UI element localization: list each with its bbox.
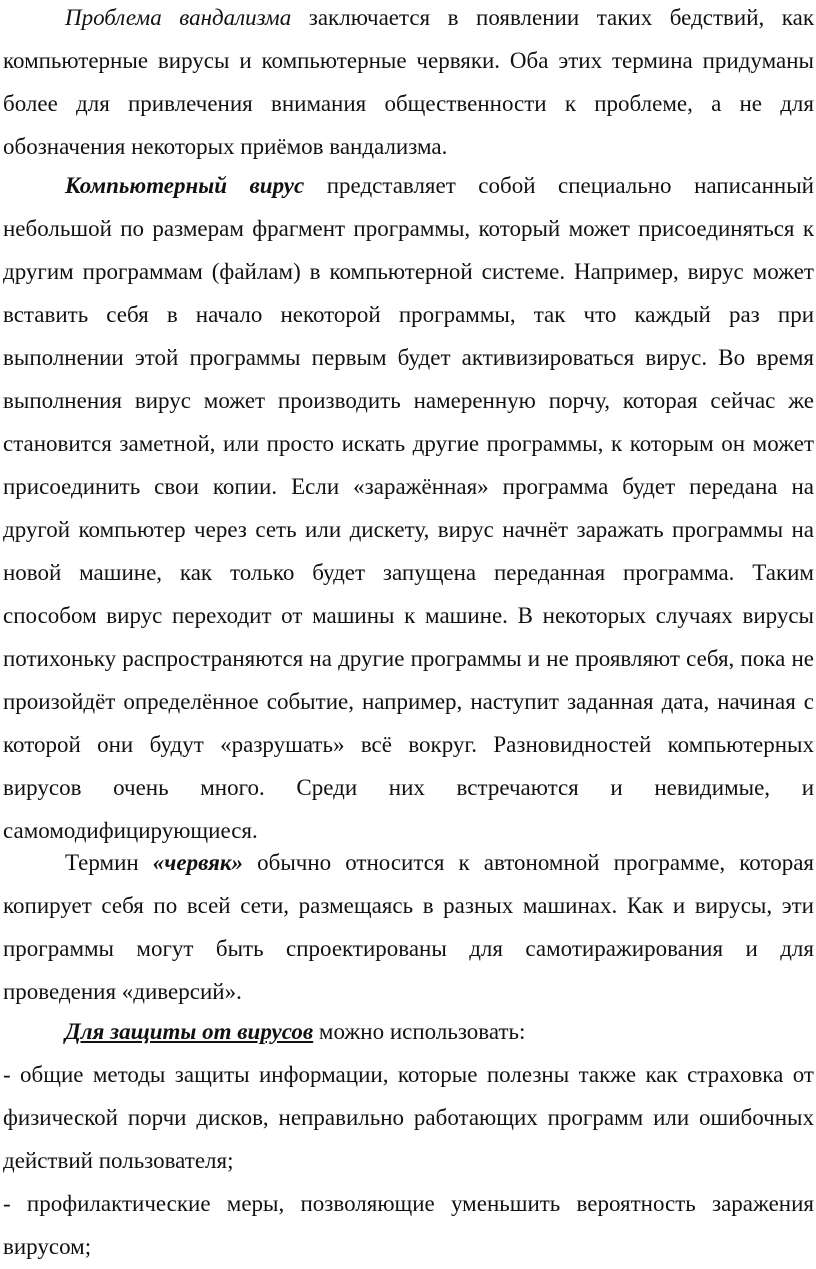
term-worm: «червяк» <box>152 850 244 875</box>
paragraph-computer-virus <box>3 164 814 852</box>
paragraph-protection-intro-text: можно использовать: <box>313 1019 526 1044</box>
list-item-preventive-measures: - профилактические меры, позволяющие уменьшить вероятность заражения вирусом; <box>3 1191 814 1259</box>
paragraph-vandalism <box>3 0 814 168</box>
paragraph-worm-lead: Термин <box>65 850 153 875</box>
term-computer-virus: Компьютерный вирус <box>65 173 305 198</box>
paragraph-computer-virus-text: представляет собой специально написанный небольшой по размерам фрагмент программы, который может присоединяться к другим программам (файлам) в компьютерной системе. Например, вирус может вставить себя в начало некоторой программы, так что каждый раз при выполнении этой программы первым будет активизироваться вирус. Во время выполнения вирус может производить намеренную порчу, которая сейчас же становится заметной, или просто искать другие программы, к которым он может присоединить свои копии. Если «заражённая» программа будет передана на другой компьютер через сеть или дискету, вирус начнёт заражать программы на новой машине, как только будет запущена переданная программа. Таким способом вирус переходит от машины к машине. В некоторых случаях вирусы потихоньку распространяются на другие программы и не проявляют себя, пока не произойдёт определённое событие, например, наступит заданная дата, начиная с которой они будут «разрушать» всё вокруг. Разновидностей компьютерных вирусов очень много. Среди них встречаются и невидимые, и самомодифицирующиеся. <box>3 173 814 843</box>
paragraph-protection-intro <box>3 1010 814 1053</box>
list-item-general-methods: - общие методы защиты информации, которые полезны также как страховка от физической порчи дисков, неправильно работающих программ или ошибочных действий пользователя; <box>3 1062 814 1173</box>
paragraph-worm <box>3 841 814 1013</box>
term-virus-protection: Для защиты от вирусов <box>65 1019 314 1044</box>
paragraph-vandalism-text: заключается в появлении таких бедствий, как компьютерные вирусы и компьютерные червяки. Оба этих термина придуманы более для привлечения внимания общественности к проблеме, а не для обозначения некоторых приёмов вандализма. <box>3 5 814 159</box>
term-vandalism: Проблема вандализма <box>65 5 292 30</box>
paragraph-worm-text: обычно относится к автономной программе, которая копирует себя по всей сети, размещаясь в разных машинах. Как и вирусы, эти программы могут быть спроектированы для самотиражирования и для проведения «диверсий». <box>3 850 814 1004</box>
